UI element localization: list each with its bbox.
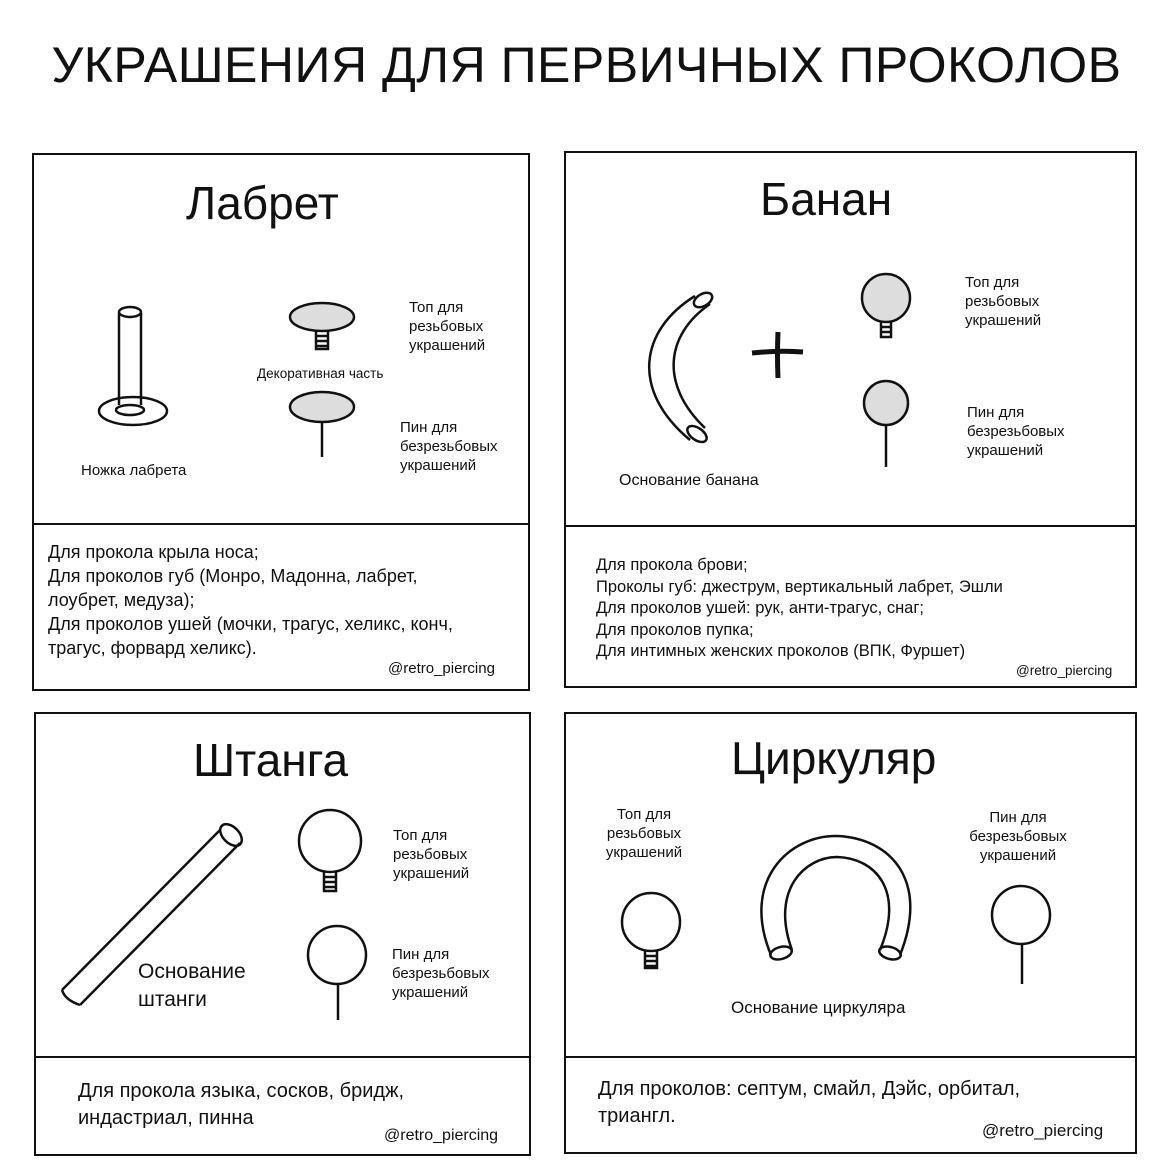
circular-base-label: Основание циркуляра [731, 998, 906, 1017]
banana-description: Для прокола брови; Проколы губ: джеструм, вертикальный лабрет, Эшли Для проколов ушей: рук, анти-трагус, снаг; Для проколов пупка; Для интимных женских проколов (ВПК, Фуршет) [596, 556, 1003, 660]
labret-base-illustration [99, 307, 167, 425]
banana-pin-label: Пин для безрезьбовых украшений [967, 404, 1065, 459]
circular-pin-label: Пин для безрезьбовых украшений [969, 809, 1067, 864]
panel-title-circular: Циркуляр [731, 732, 937, 784]
credit: @retro_piercing [388, 660, 495, 677]
barbell-pin-illustration [308, 926, 366, 1020]
labret-top-threaded-illustration [290, 303, 354, 349]
plus-icon [752, 332, 803, 378]
page-title: УКРАШЕНИЯ ДЛЯ ПЕРВИЧНЫХ ПРОКОЛОВ [51, 37, 1122, 93]
labret-decor-label: Декоративная часть [257, 366, 384, 381]
panel-title-banana: Банан [760, 173, 893, 225]
barbell-top-threaded-illustration [299, 810, 361, 891]
barbell-pin-label: Пин для безрезьбовых украшений [392, 946, 490, 1001]
credit: @retro_piercing [982, 1121, 1104, 1140]
barbell-description: Для прокола языка, сосков, бридж, индастриал, пинна [78, 1080, 405, 1129]
circular-pin-illustration [992, 886, 1050, 984]
circular-top-threaded-illustration [622, 893, 680, 968]
credit: @retro_piercing [384, 1127, 499, 1144]
labret-pin-illustration [290, 392, 354, 457]
panel-title-barbell: Штанга [193, 734, 349, 786]
banana-base-illustration [649, 290, 714, 445]
labret-top-label: Топ для резьбовых украшений [409, 299, 486, 354]
circular-description: Для проколов: септум, смайл, Дэйс, орбитал, триангл. [598, 1078, 1021, 1127]
labret-description: Для прокола крыла носа; Для проколов губ (Монро, Мадонна, лабрет, лоубрет, медуза); Для проколов ушей (мочки, трагус, хеликс, конч, трагус, форвард хеликс). [48, 542, 453, 658]
barbell-top-label: Топ для резьбовых украшений [393, 827, 470, 882]
circular-top-label: Топ для резьбовых украшений [605, 806, 683, 861]
panel-title-labret: Лабрет [186, 177, 339, 229]
banana-top-threaded-illustration [862, 274, 910, 337]
labret-base-label: Ножка лабрета [81, 462, 187, 479]
banana-base-label: Основание банана [619, 472, 759, 489]
barbell-base-label: Основание штанги [138, 960, 246, 1011]
banana-top-label: Топ для резьбовых украшений [965, 274, 1042, 329]
labret-pin-label: Пин для безрезьбовых украшений [400, 419, 498, 474]
banana-pin-illustration [864, 381, 908, 467]
circular-base-illustration [761, 836, 910, 962]
credit: @retro_piercing [1016, 663, 1113, 678]
